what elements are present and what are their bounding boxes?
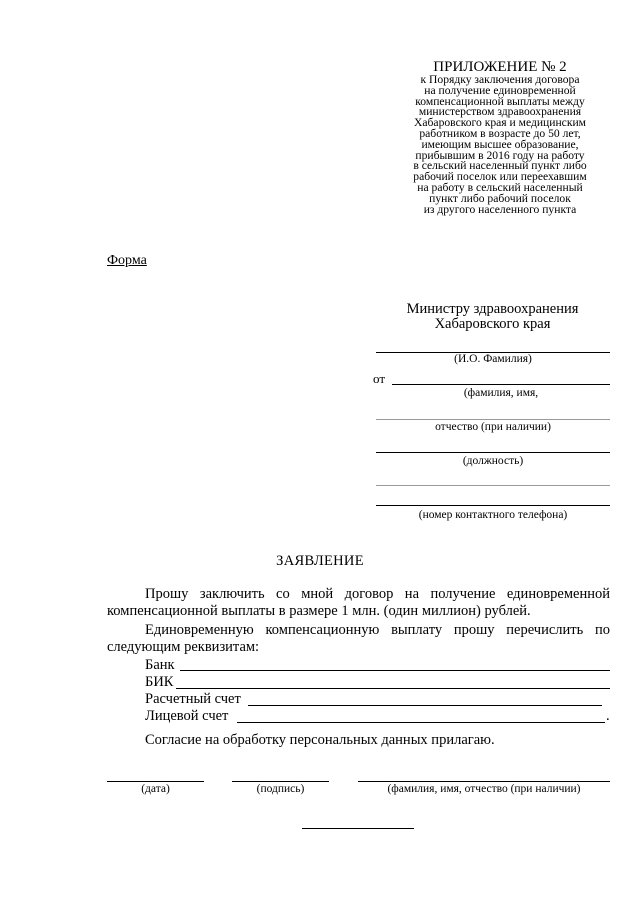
bik-input-line[interactable] — [176, 688, 610, 689]
appendix-line: пункт либо рабочий поселок — [429, 191, 571, 205]
appendix-line: Хабаровского края и медицинским — [414, 116, 586, 130]
appendix-line: министерством здравоохранения — [418, 105, 582, 119]
signer-fio-line[interactable] — [358, 781, 610, 782]
addressee-line2: Хабаровского края — [434, 315, 551, 332]
appendix-line: к Порядку заключения договора — [420, 73, 580, 86]
account-input-line[interactable] — [248, 705, 602, 706]
appendix-line: работником в возрасте до 50 лет, — [419, 126, 581, 140]
fio-caption: (фамилия, имя, — [463, 387, 539, 399]
phone-line-1[interactable] — [376, 485, 610, 486]
appendix-line: из другого населенного пункта — [423, 202, 577, 216]
appendix-text — [395, 75, 605, 215]
date-line[interactable] — [107, 781, 204, 782]
consent-text: Согласие на обработку персональных данных прилагаю. — [145, 732, 495, 748]
form-label: Форма — [107, 253, 147, 268]
paragraph-2-line-2: следующим реквизитам: — [107, 639, 260, 655]
addressee-line1: Министру здравоохранения — [406, 301, 579, 317]
position-caption: (должность) — [462, 455, 524, 467]
addressee — [375, 302, 610, 331]
signer-fio-caption: (фамилия, имя, отчество (при наличии) — [387, 783, 581, 795]
paragraph-1-line-1: Прошу заключить со мной договор на получение единовременной — [145, 586, 610, 602]
appendix-line: рабочий поселок или переехавшим — [413, 170, 587, 184]
position-line[interactable] — [376, 452, 610, 453]
bank-label: Банк — [145, 657, 175, 673]
phone-caption: (номер контактного телефона) — [418, 509, 568, 521]
phone-line-2[interactable] — [376, 505, 610, 506]
recipient-name-caption: (И.О. Фамилия) — [454, 353, 532, 365]
appendix-line: в сельский населенный пункт либо — [413, 159, 587, 173]
signature-caption: (подпись) — [256, 783, 305, 795]
closing-separator — [302, 828, 414, 829]
document-title: ЗАЯВЛЕНИЕ — [276, 553, 364, 569]
end-dot: . — [606, 708, 610, 724]
bank-input-line[interactable] — [180, 670, 610, 671]
appendix-title: ПРИЛОЖЕНИЕ № 2 — [433, 59, 567, 75]
appendix-line: прибывшим в 2016 году на работу — [415, 148, 585, 162]
from-label: от — [373, 371, 386, 386]
appendix-line: на получение единовременной — [424, 83, 576, 97]
appendix-line: имеющим высшее образование, — [421, 137, 579, 151]
signature-line[interactable] — [232, 781, 329, 782]
appendix-line: компенсационной выплаты между — [415, 94, 585, 108]
account-label: Расчетный счет — [145, 691, 241, 707]
bik-label: БИК — [145, 674, 174, 690]
paragraph-2-line-1: Единовременную компенсационную выплату прошу перечислить по — [145, 622, 610, 638]
patronymic-caption: отчество (при наличии) — [435, 421, 551, 433]
date-caption: (дата) — [141, 783, 170, 795]
patronymic-line[interactable] — [376, 419, 610, 420]
personal-account-input-line[interactable] — [237, 722, 605, 723]
applicant-fio-line[interactable] — [392, 384, 610, 385]
appendix-line: на работу в сельский населенный — [417, 180, 583, 194]
paragraph-1-line-2: компенсационной выплаты в размере 1 млн. (один миллион) рублей. — [107, 603, 531, 619]
personal-account-label: Лицевой счет — [145, 708, 229, 724]
